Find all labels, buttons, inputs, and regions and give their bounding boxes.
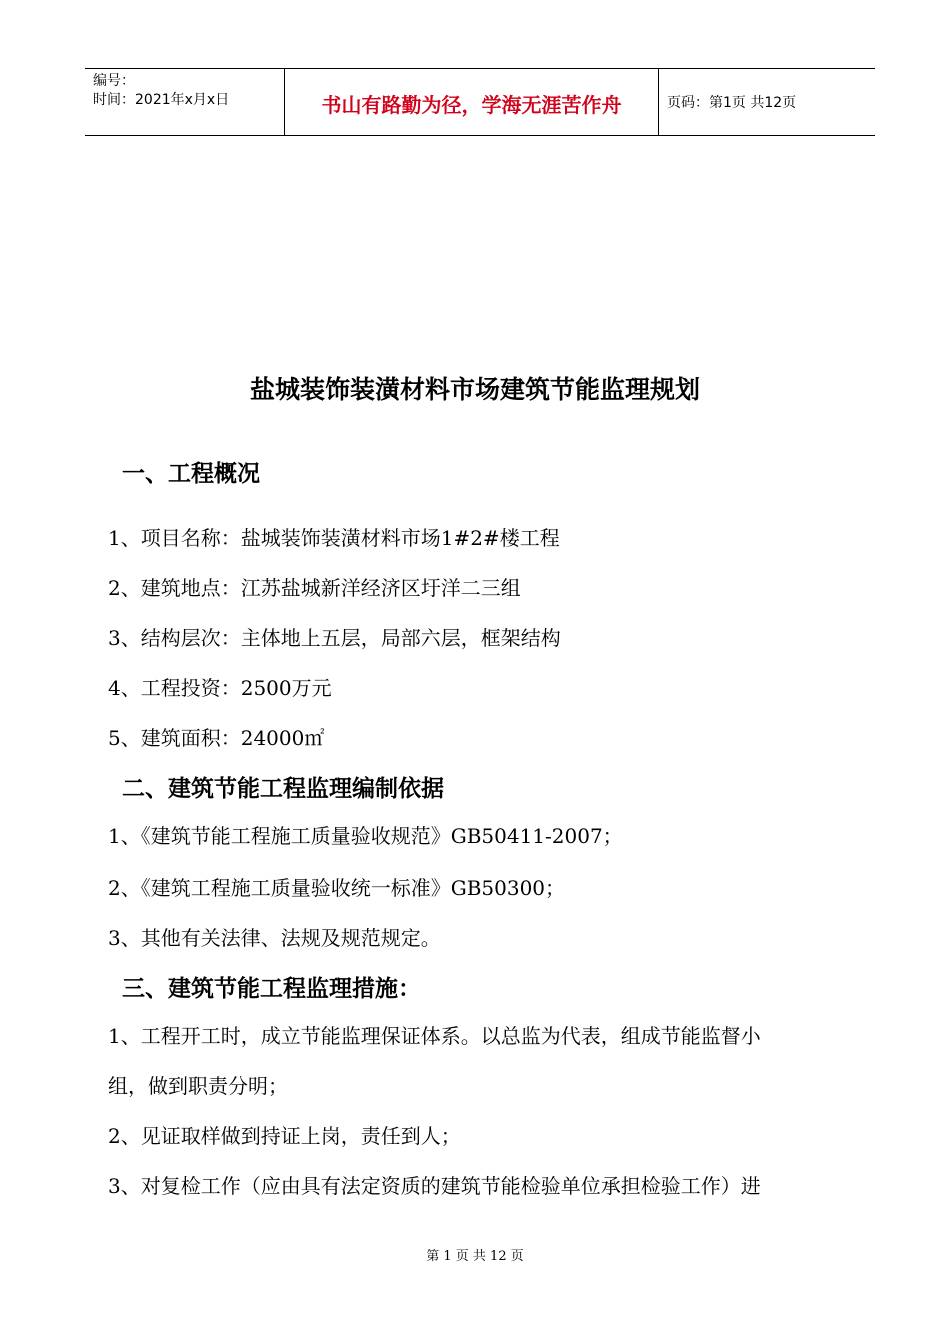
paragraph: 2、《建筑工程施工质量验收统一标准》GB50300； <box>108 876 566 900</box>
paragraph: 1、《建筑节能工程施工质量验收规范》GB50411-2007； <box>108 824 623 848</box>
header-page-info: 页码：第1页 共12页 <box>667 95 797 111</box>
paragraph: 4、工程投资：2500万元 <box>108 676 332 700</box>
paragraph: 组，做到职责分明； <box>108 1074 288 1098</box>
page-footer: 第 1 页 共 12 页 <box>426 1249 524 1264</box>
paragraph: 1、项目名称：盐城装饰装潢材料市场1#2#楼工程 <box>108 526 560 550</box>
header-motto: 书山有路勤为径，学海无涯苦作舟 <box>285 69 659 135</box>
paragraph: 2、见证取样做到持证上岗，责任到人； <box>108 1124 461 1148</box>
section-heading-2: 二、建筑节能工程监理编制依据 <box>122 776 444 802</box>
header-number: 编号： <box>93 73 135 89</box>
section-heading-1: 一、工程概况 <box>122 461 260 487</box>
header-meta <box>85 69 285 135</box>
header-time: 时间：2021年x月x日 <box>93 92 230 108</box>
page-header <box>85 68 875 136</box>
document-title: 盐城装饰装潢材料市场建筑节能监理规划 <box>249 375 700 404</box>
paragraph: 5、建筑面积：24000㎡ <box>108 726 325 750</box>
section-heading-3: 三、建筑节能工程监理措施： <box>122 976 421 1002</box>
paragraph: 3、结构层次：主体地上五层，局部六层，框架结构 <box>108 626 561 650</box>
paragraph: 3、对复检工作（应由具有法定资质的建筑节能检验单位承担检验工作）进 <box>108 1174 761 1198</box>
paragraph: 2、建筑地点：江苏盐城新洋经济区圩洋二三组 <box>108 576 521 600</box>
paragraph: 1、工程开工时，成立节能监理保证体系。以总监为代表，组成节能监督小 <box>108 1024 761 1048</box>
paragraph: 3、其他有关法律、法规及规范规定。 <box>108 926 441 950</box>
